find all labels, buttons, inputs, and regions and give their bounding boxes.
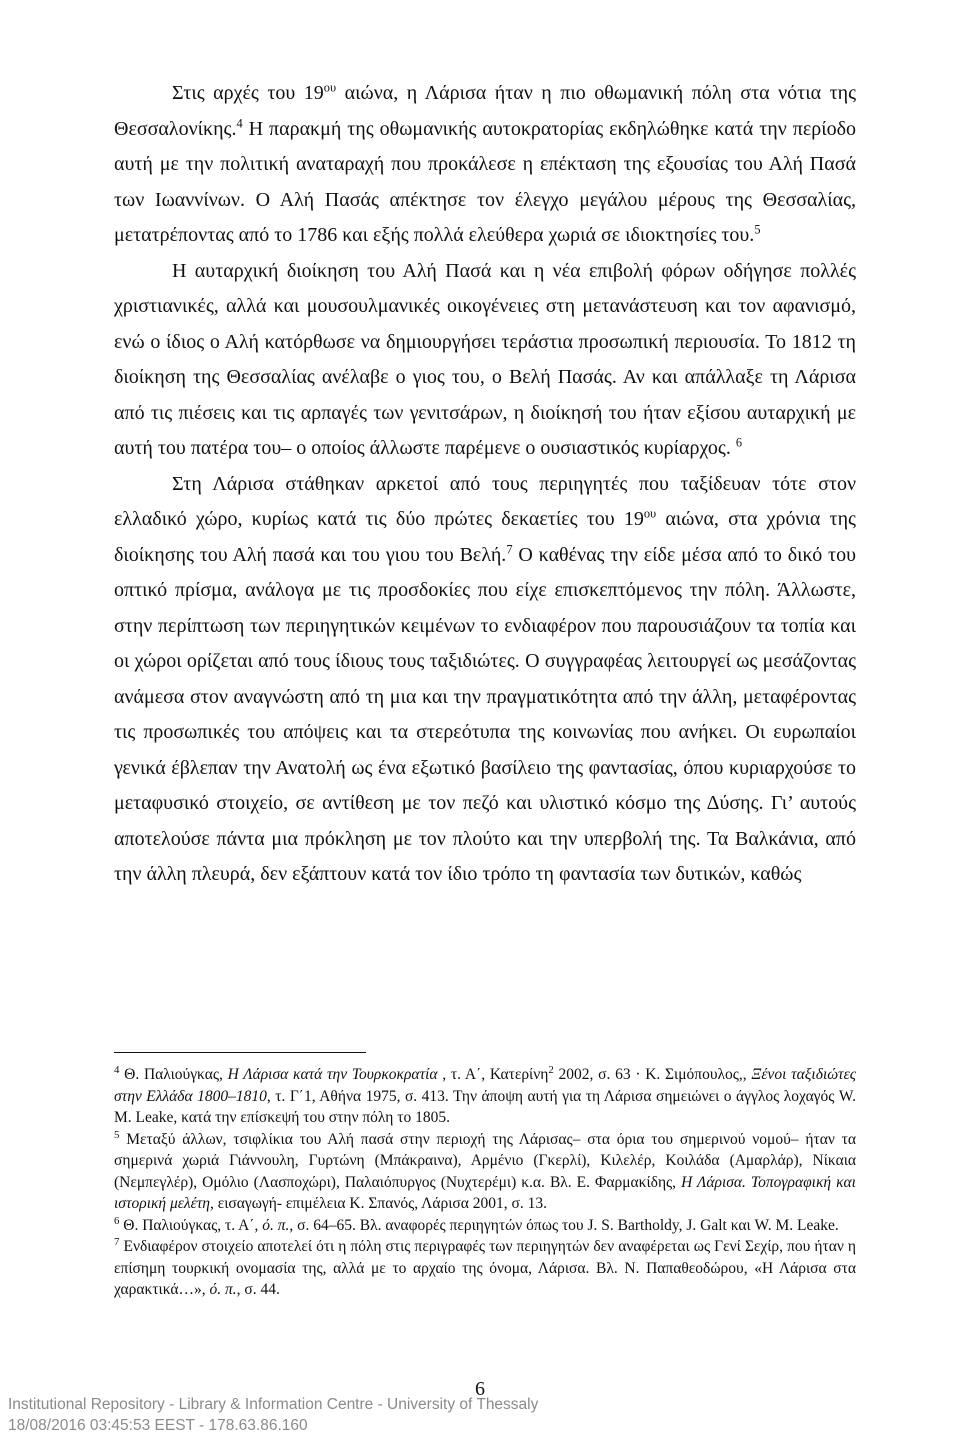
- paragraph-1: [114, 76, 856, 254]
- text-run: Η παρακμή της οθωμανικής αυτοκρατορίας εκδηλώθηκε κατά την περίοδο αυτή με την πολιτική αναταραχή που προκάλεσε η επέκταση της εξουσίας του Αλή Πασά των Ιωαννίνων. Ο Αλή Πασάς απέκτησε τον έλεγχο μεγάλου μέρους της Θεσσαλίας, μετατρέποντας από το 1786 και εξής πολλά ελεύθερα χωριά σε ιδιοκτησίες του.: [114, 117, 856, 246]
- text-run: Θ. Παλιούγκας,: [119, 1066, 228, 1083]
- superscript: ου: [323, 80, 337, 95]
- watermark-line-1: Institutional Repository - Library & Information Centre - University of Thessaly: [8, 1396, 539, 1413]
- text-run: 2002, σ. 63 · Κ. Σιμόπουλος,,: [553, 1066, 752, 1083]
- italic-title: Ξένοι ταξιδιώτες στην Ελλάδα 1800–1810: [114, 1066, 857, 1105]
- text-run: Θ. Παλιούγκας, τ. Α΄,: [119, 1216, 263, 1234]
- text-run: Ο καθένας την είδε μέσα από το δικό του οπτικό πρίσμα, ανάλογα με τις προσδοκίες που είχε επισκεπτόμενος την πόλη. Άλλωστε, στην περίπτωση των περιηγητικών κειμένων το ενδιαφέρον που παρουσιάζουν τα τοπία και οι χώροι ορίζεται από τους ίδιους τους ταξιδιώτες. Ο συγγραφέας λειτουργεί ως μεσάζοντας ανάμεσα στον αναγνώστη από τη μια και την πραγματικότητα από την άλλη, μεταφέροντας τις προσωπικές του απόψεις και τα στερεότυπα της κοινωνίας που ανήκει. Οι ευρωπαίοι γενικά έβλεπαν την Ανατολή ως ένα εξωτικό βασίλειο της φαντασίας, όπου κυριαρχούσε το μεταφυσικό στοιχείο, σε αντίθεση με τον πεζό και υλιστικό κόσμο της Δύσης. Γι’ αυτούς αποτελούσε πάντα μια πρόκληση με τον πλούτο και την υπερβολή της. Τα Βαλκάνια, από την άλλη πλευρά, δεν εξάπτουν κατά τον ίδιο τρόπο τη φαντασία των δυτικών, καθώς: [114, 543, 856, 885]
- footnote-4: [114, 1064, 856, 1129]
- footnote-number: 5: [114, 1128, 120, 1141]
- page-number: 6: [475, 1378, 485, 1400]
- footnote-ref-7[interactable]: 7: [506, 541, 513, 556]
- text-run: , τ. Γ΄1, Αθήνα 1975, σ. 413. Την άποψη αυτή για τη Λάρισα σημειώνει ο άγγλος λοχαγός W. M. Leake, κατά την επίσκεψή του στην πόλη το 1805.: [114, 1087, 856, 1126]
- paragraph-3: [114, 467, 856, 893]
- text-run: αιώνα, η Λάρισα ήταν η πιο οθωμανική πόλη στα νότια της Θεσσαλονίκης.: [114, 82, 857, 140]
- italic-title: ό. π.: [209, 1281, 237, 1298]
- footnote-ref-4[interactable]: 4: [236, 115, 243, 130]
- superscript: ου: [643, 506, 657, 521]
- text-run: Η αυταρχική διοίκηση του Αλή Πασά και η νέα επιβολή φόρων οδήγησε πολλές χριστιανικές, αλλά και μουσουλμανικές οικογένειες στη μετανάστευση και τον αφανισμό, ενώ ο ίδιος ο Αλή κατόρθωσε να δημιουργήσει τεράστια προσωπική περιουσία. Το 1812 τη διοίκηση της Θεσσαλίας ανέλαβε ο γιος του, ο Βελή Πασάς. Αν και απάλλαξε τη Λάρισα από τις πιέσεις και τις αρπαγές των γενιτσάρων, η διοίκησή του ήταν εξίσου αυταρχική με αυτή του πατέρα του– ο οποίος άλλωστε παρέμενε ο ουσιαστικός κυρίαρχος.: [114, 259, 856, 459]
- footnote-number: 7: [114, 1235, 120, 1248]
- text-run: , σ. 44.: [236, 1281, 280, 1298]
- footnote-ref-6[interactable]: 6: [735, 435, 743, 450]
- italic-title: Η Λάρισα κατά την Τουρκοκρατία: [227, 1066, 438, 1083]
- repository-watermark: [8, 1394, 538, 1436]
- body-text: [114, 76, 856, 893]
- italic-title: ό. π.: [262, 1216, 290, 1234]
- footnote-5: [114, 1129, 856, 1215]
- text-run: Στις αρχές του 19: [172, 82, 324, 104]
- text-run: , σ. 64–65. Βλ. αναφορές περιηγητών όπως του J. S. Bartholdy, J. Galt και W. M. Leake.: [289, 1216, 839, 1234]
- paragraph-2: [114, 254, 856, 467]
- text-run: , τ. Α΄, Κατερίνη: [437, 1066, 549, 1083]
- text-run: Μεταξύ άλλων, τσιφλίκια του Αλή πασά στην περιοχή της Λάρισας– στα όρια του σημερινού νομού– ήταν τα σημερινά χωριά Γιάννουλη, Γυρτώνη (Μπάκραινα), Αρμένιο (Γκερλί), Κιλελέρ, Κοιλάδα (Αμαρλάρ), Νίκαια (Νεμπεγλέρ), Ομόλιο (Λασποχώρι), Παλαιόπυργος (Νυχτερέμι) κ.α. Βλ. Ε. Φαρμακίδης,: [114, 1130, 856, 1191]
- text-run: Στη Λάρισα στάθηκαν αρκετοί από τους περιηγητές που ταξίδευαν τότε στον ελλαδικό χώρο, κυρίως κατά τις δύο πρώτες δεκαετίες του 19: [114, 472, 856, 530]
- footnote-7: [114, 1236, 856, 1301]
- text-run: αιώνα, στα χρόνια της διοίκησης του Αλή πασά και του γιου του Βελή.: [114, 508, 856, 566]
- superscript: 2: [548, 1063, 554, 1076]
- watermark-line-2: 18/08/2016 03:45:53 EEST - 178.63.86.160: [8, 1417, 308, 1434]
- footnote-separator: [114, 1052, 366, 1053]
- text-run: Ενδιαφέρον στοιχείο αποτελεί ότι η πόλη στις περιγραφές των περιηγητών δεν αναφέρεται ως Γενί Σεχίρ, που ήταν η επίσημη τουρκική ονομασία της, αλλά με το αρχαίο της όνομα, Λάρισα. Βλ. Ν. Παπαθεοδώρου, «Η Λάρισα στα χαρακτικά…»,: [114, 1238, 856, 1298]
- footnote-number: 4: [114, 1063, 120, 1076]
- footnote-number: 6: [114, 1214, 120, 1227]
- footnote-ref-5[interactable]: 5: [754, 222, 761, 237]
- footnote-6: [114, 1215, 856, 1237]
- footnotes: [114, 1064, 856, 1301]
- italic-title: Η Λάρισα. Τοπογραφική και ιστορική μελέτη: [114, 1173, 856, 1212]
- text-run: , εισαγωγή- επιμέλεια Κ. Σπανός, Λάρισα 2001, σ. 13.: [209, 1195, 547, 1212]
